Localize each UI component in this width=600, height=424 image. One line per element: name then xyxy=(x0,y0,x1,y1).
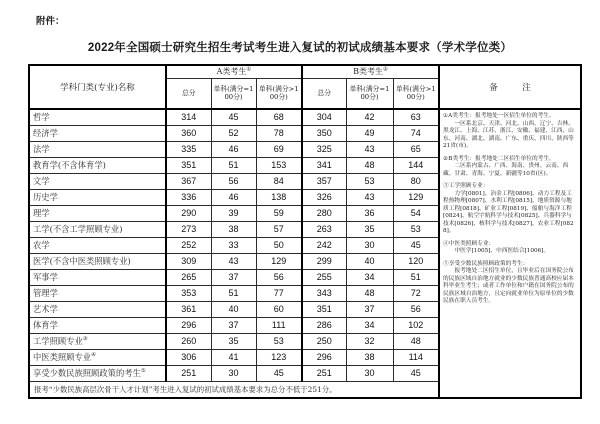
score-cell: 84 xyxy=(256,173,302,189)
score-cell: 49 xyxy=(346,125,393,141)
score-cell: 242 xyxy=(302,237,346,253)
subject-name: 医学(不含中医类照顾专业) xyxy=(29,253,166,269)
score-cell: 34 xyxy=(346,269,393,285)
score-cell: 36 xyxy=(346,205,393,221)
score-cell: 33 xyxy=(211,237,256,253)
score-cell: 56 xyxy=(393,301,439,317)
score-cell: 299 xyxy=(302,253,346,269)
score-cell: 326 xyxy=(302,189,346,205)
score-cell: 353 xyxy=(166,285,211,301)
subject-name: 理学 xyxy=(29,205,166,221)
score-cell: 129 xyxy=(393,189,439,205)
remark-head: ④中医类照顾专业： xyxy=(443,240,495,247)
remark-body: 一区系北京、天津、河北、山西、辽宁、吉林、黑龙江、上海、江苏、浙江、安徽、福建、江西、山东、河南、湖北、湖南、广东、重庆、四川、陕西等21省(市)。 xyxy=(443,120,574,150)
score-cell: 43 xyxy=(211,253,256,269)
col-header-single100-b: 单科(满分=100分) xyxy=(346,78,393,109)
remark-group xyxy=(443,261,577,306)
score-cell: 325 xyxy=(302,141,346,157)
score-cell: 60 xyxy=(256,301,302,317)
score-cell: 361 xyxy=(166,301,211,317)
score-cell: 290 xyxy=(166,205,211,221)
remarks-content xyxy=(439,109,581,398)
score-cell: 39 xyxy=(211,205,256,221)
score-cell: 38 xyxy=(211,221,256,237)
score-cell: 38 xyxy=(346,349,393,365)
remark-body: 二区系内蒙古、广西、海南、贵州、云南、西藏、甘肃、青海、宁夏、新疆等10省(区)。 xyxy=(443,163,569,177)
score-cell: 48 xyxy=(346,157,393,173)
score-cell: 144 xyxy=(393,157,439,173)
subject-name: 体育学 xyxy=(29,317,166,333)
group-b-header: B类考生② xyxy=(302,65,439,78)
score-cell: 45 xyxy=(211,109,256,125)
score-cell: 53 xyxy=(393,221,439,237)
score-cell: 304 xyxy=(302,109,346,125)
score-cell: 34 xyxy=(346,317,393,333)
score-cell: 45 xyxy=(256,365,302,381)
score-cell: 53 xyxy=(256,333,302,349)
score-cell: 123 xyxy=(256,349,302,365)
score-cell: 114 xyxy=(393,349,439,365)
col-header-total-b: 总分 xyxy=(302,78,346,109)
subject-name: 工学照顾专业③ xyxy=(29,333,166,349)
score-cell: 37 xyxy=(346,301,393,317)
score-cell: 69 xyxy=(256,141,302,157)
score-cell: 45 xyxy=(393,365,439,381)
score-table-body xyxy=(29,109,581,398)
score-cell: 30 xyxy=(346,237,393,253)
score-cell: 102 xyxy=(393,317,439,333)
row-footnote-mark: ⑤ xyxy=(140,368,146,375)
score-cell: 350 xyxy=(302,125,346,141)
score-cell: 45 xyxy=(393,237,439,253)
remarks-column-header: 备 注 xyxy=(439,65,581,109)
score-cell: 63 xyxy=(393,109,439,125)
subject-name: 享受少数民族照顾政策的考生⑤ xyxy=(29,365,166,381)
score-cell: 37 xyxy=(211,269,256,285)
remark-body: 力学[0801]、冶金工程[0806]、动力工程及工程热物理[0807]、水利工程[0815]、地质资源与地质工程[0818]、矿业工程[0819]、船舶与海洋工程[0824]、航空宇航科学与技术[0825]、兵器科学与技术[0826]、核科学与技术[0827]、农业工程[0828]。 xyxy=(443,190,574,235)
score-cell: 57 xyxy=(256,221,302,237)
score-cell: 40 xyxy=(211,301,256,317)
score-cell: 251 xyxy=(166,365,211,381)
score-cell: 153 xyxy=(256,157,302,173)
score-cell: 314 xyxy=(166,109,211,125)
score-cell: 37 xyxy=(211,317,256,333)
score-cell: 35 xyxy=(211,333,256,349)
subject-name: 历史学 xyxy=(29,189,166,205)
score-cell: 111 xyxy=(256,317,302,333)
score-cell: 351 xyxy=(166,157,211,173)
score-cell: 74 xyxy=(393,125,439,141)
remark-head: ⑤享受少数民族照顾政策的考生： xyxy=(443,260,529,267)
remark-group xyxy=(443,113,577,151)
score-cell: 68 xyxy=(256,109,302,125)
score-cell: 32 xyxy=(346,333,393,349)
score-cell: 309 xyxy=(166,253,211,269)
score-cell: 46 xyxy=(211,141,256,157)
score-cell: 296 xyxy=(302,349,346,365)
score-cell: 251 xyxy=(302,365,346,381)
score-cell: 48 xyxy=(393,333,439,349)
score-table xyxy=(28,64,582,399)
col-header-single100-a: 单科(满分=100分) xyxy=(211,78,256,109)
score-cell: 43 xyxy=(346,189,393,205)
score-cell: 120 xyxy=(393,253,439,269)
score-table-container xyxy=(28,64,582,399)
score-cell: 46 xyxy=(211,189,256,205)
score-cell: 296 xyxy=(166,317,211,333)
score-cell: 265 xyxy=(166,269,211,285)
remark-group xyxy=(443,183,577,236)
score-cell: 280 xyxy=(302,205,346,221)
score-cell: 341 xyxy=(302,157,346,173)
score-cell: 351 xyxy=(302,301,346,317)
score-cell: 53 xyxy=(346,173,393,189)
row-footnote-mark: ④ xyxy=(91,352,97,359)
table-row xyxy=(29,109,581,125)
footnote-text: 报考“少数民族高层次骨干人才计划”考生进入复试的初试成绩基本要求为总分不低于251分。 xyxy=(29,381,439,398)
group-a-footnote-mark: ① xyxy=(246,66,252,73)
score-cell: 78 xyxy=(256,125,302,141)
score-cell: 40 xyxy=(346,253,393,269)
subject-name: 管理学 xyxy=(29,285,166,301)
subject-name: 军事学 xyxy=(29,269,166,285)
attachment-label: 附件： xyxy=(36,16,65,27)
score-cell: 51 xyxy=(211,285,256,301)
score-cell: 252 xyxy=(166,237,211,253)
score-cell: 42 xyxy=(346,109,393,125)
score-cell: 52 xyxy=(211,125,256,141)
score-cell: 43 xyxy=(346,141,393,157)
score-cell: 51 xyxy=(211,157,256,173)
score-cell: 336 xyxy=(166,189,211,205)
score-cell: 56 xyxy=(256,269,302,285)
col-header-singleover100-b: 单科(满分>100分) xyxy=(393,78,439,109)
remark-group xyxy=(443,241,577,256)
score-cell: 129 xyxy=(256,253,302,269)
col-header-singleover100-a: 单科(满分>100分) xyxy=(256,78,302,109)
subject-name: 哲学 xyxy=(29,109,166,125)
score-cell: 59 xyxy=(256,205,302,221)
remark-body: 中医学[1005]、中西医结合[1006]。 xyxy=(454,248,550,255)
score-cell: 48 xyxy=(346,285,393,301)
score-cell: 50 xyxy=(256,237,302,253)
subject-name: 工学(不含工学照顾专业) xyxy=(29,221,166,237)
score-cell: 335 xyxy=(166,141,211,157)
score-cell: 30 xyxy=(346,365,393,381)
col-header-total-a: 总分 xyxy=(166,78,211,109)
subject-name: 艺术学 xyxy=(29,301,166,317)
subject-name: 文学 xyxy=(29,173,166,189)
score-cell: 80 xyxy=(393,173,439,189)
remark-head: ②B类考生：报考地处二区招生单位的考生。 xyxy=(443,155,555,162)
score-cell: 72 xyxy=(393,285,439,301)
score-cell: 367 xyxy=(166,173,211,189)
score-cell: 77 xyxy=(256,285,302,301)
subject-name: 经济学 xyxy=(29,125,166,141)
subject-name: 中医类照顾专业④ xyxy=(29,349,166,365)
group-a-header: A类考生① xyxy=(166,65,302,78)
subject-name: 农学 xyxy=(29,237,166,253)
score-cell: 51 xyxy=(393,269,439,285)
remark-group xyxy=(443,156,577,179)
remark-head: ①A类考生：报考地处一区招生单位的考生。 xyxy=(443,113,555,119)
score-cell: 35 xyxy=(346,221,393,237)
score-cell: 138 xyxy=(256,189,302,205)
score-cell: 263 xyxy=(302,221,346,237)
score-cell: 255 xyxy=(302,269,346,285)
score-cell: 273 xyxy=(166,221,211,237)
header-row-groups xyxy=(29,65,581,78)
subject-name: 教育学(不含体育学) xyxy=(29,157,166,173)
row-footnote-mark: ③ xyxy=(82,336,88,343)
subject-name: 法学 xyxy=(29,141,166,157)
score-cell: 56 xyxy=(211,173,256,189)
score-cell: 250 xyxy=(302,333,346,349)
score-cell: 41 xyxy=(211,349,256,365)
score-cell: 30 xyxy=(211,365,256,381)
score-cell: 343 xyxy=(302,285,346,301)
score-cell: 360 xyxy=(166,125,211,141)
subject-column-header: 学科门类(专业)名称 xyxy=(29,65,166,109)
page-title: 2022年全国硕士研究生招生考试考生进入复试的初试成绩基本要求（学术学位类） xyxy=(87,42,513,54)
remark-head: ③工学照顾专业： xyxy=(443,183,489,190)
remark-body: 报考地处二区招生单位，且毕业后在国务院公布的民族区域自治地方就业的少数民族普通高校应届本科毕业生考生；或者工作单位和户籍在国务院公布的民族区域自治地方，且定向就业单位为原单位的少数民族在职人员考生。 xyxy=(443,268,574,305)
score-cell: 286 xyxy=(302,317,346,333)
score-cell: 306 xyxy=(166,349,211,365)
group-b-footnote-mark: ② xyxy=(383,66,388,73)
score-cell: 54 xyxy=(393,205,439,221)
score-cell: 65 xyxy=(393,141,439,157)
score-cell: 357 xyxy=(302,173,346,189)
score-cell: 260 xyxy=(166,333,211,349)
